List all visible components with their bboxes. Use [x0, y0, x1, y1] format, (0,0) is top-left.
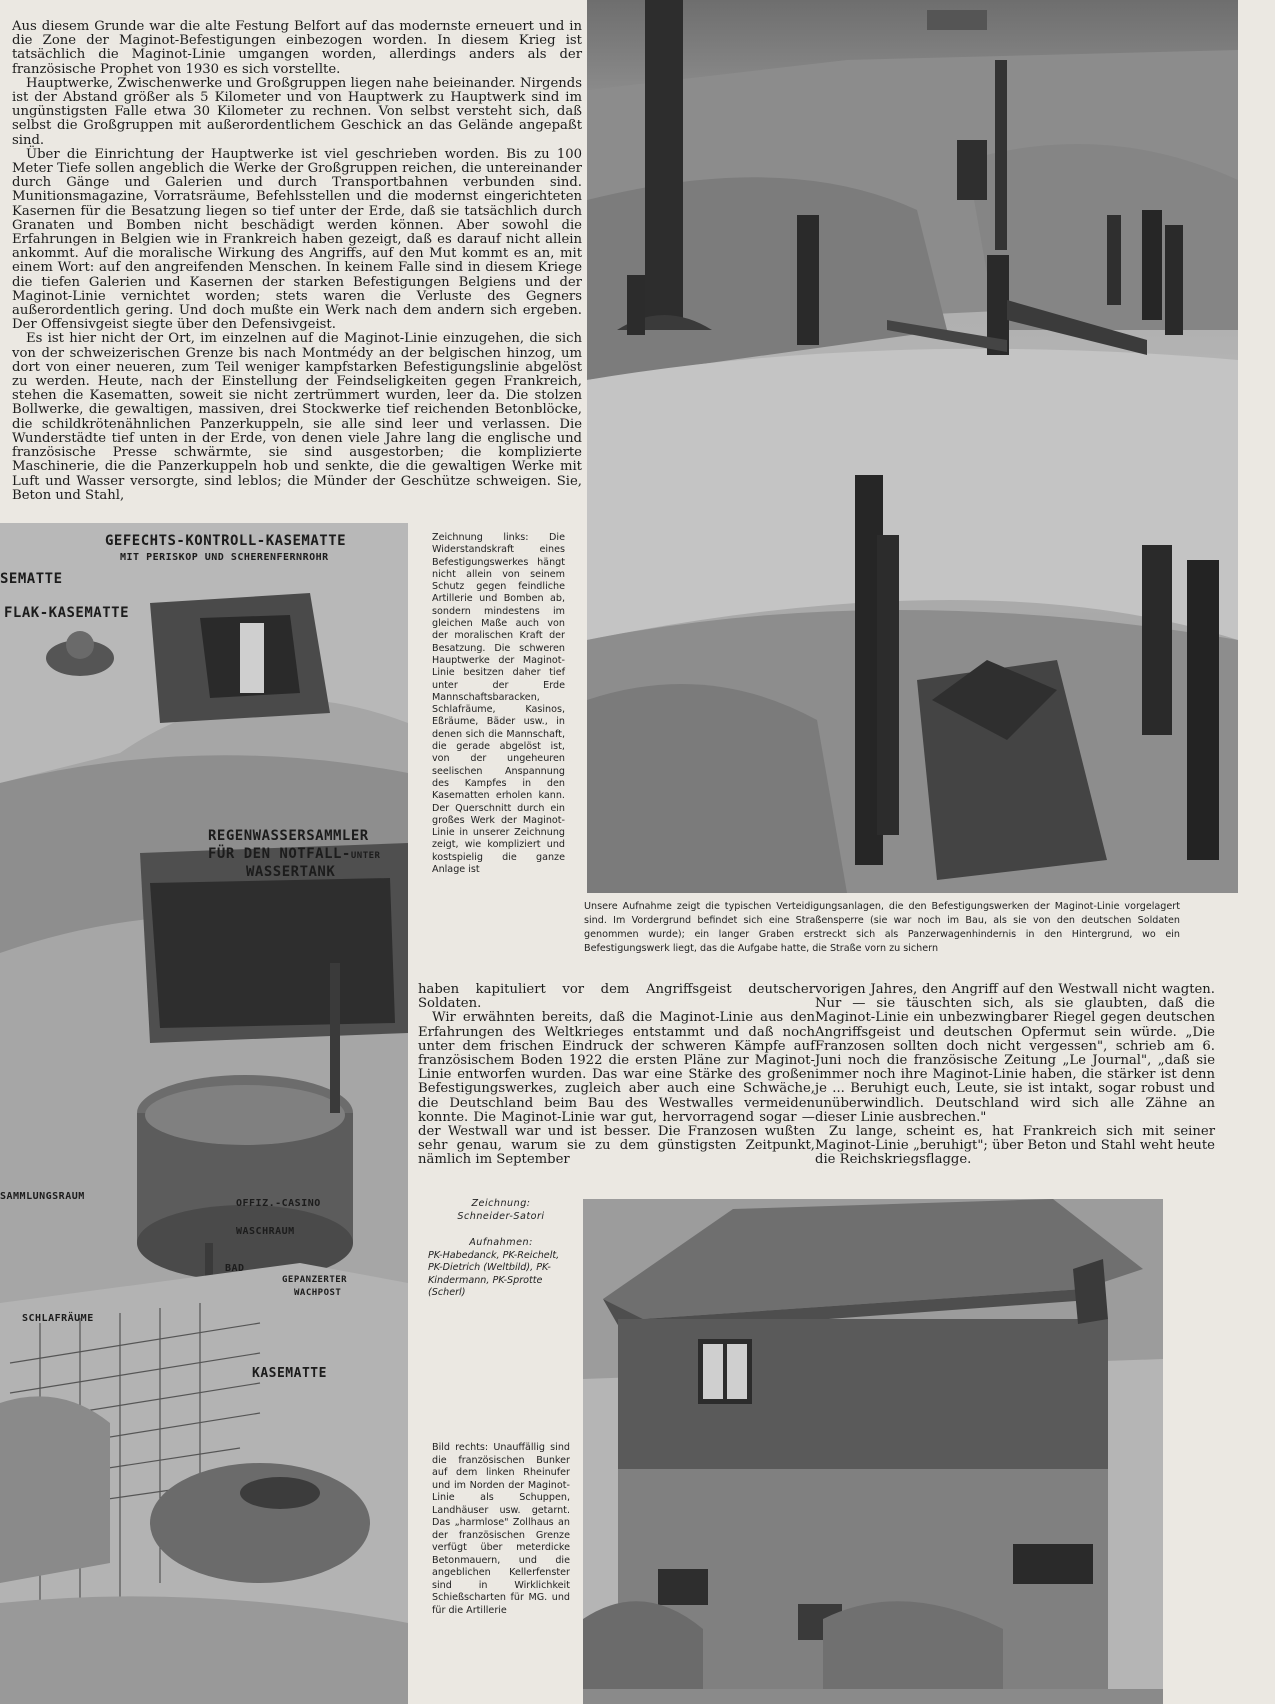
disguised-bunker-photo-image [583, 1199, 1163, 1704]
label-sleeping-rooms: SCHLAFRÄUME [22, 1313, 94, 1324]
continuation-text-left [418, 983, 815, 1168]
label-control-casemate: GEFECHTS-KONTROLL-KASEMATTE [105, 533, 347, 549]
intro-paragraph: Hauptwerke, Zwischenwerke und Großgruppen liegen nahe beieinander. Nirgends ist der Abstand größer als 5 Kilometer und von Hauptwerk zu Hauptwerk sind im ungünstigsten Falle etwa 30 Kilometer zu rechnen. Von selbst versteht sich, daß selbst die Großgruppen mit außerordentlichem Geschick an das Gelände angepaßt sind. [12, 75, 582, 148]
continuation-paragraph: haben kapituliert vor dem Angriffsgeist deutscher Soldaten. [418, 982, 815, 1012]
credit-drawing-name: Schneider-Satori [457, 1210, 545, 1222]
label-water-tank: WASSERTANK [246, 864, 336, 880]
bunker-photo-caption: Bild rechts: Unauffällig sind die französischen Bunker auf dem linken Rheinufer und im Norden der Maginot-Linie als Schuppen, Landhäuser usw. getarnt. Das „harmlose" Zollhaus an der französischen Grenze verfügt über meterdicke Betonmauern, und die angeblichen Kellerfenster sind in Wirklichkeit Schießscharten für MG. und für die Artillerie [432, 1442, 570, 1616]
label-rain-collector: REGENWASSERSAMMLER [208, 828, 369, 844]
road-block-photo [587, 0, 1238, 893]
intro-text-column [12, 20, 582, 503]
label-assembly-room: SAMMLUNGSRAUM [0, 1191, 85, 1202]
label-flak-casemate: FLAK-KASEMATTE [4, 605, 130, 621]
disguised-bunker-photo [583, 1199, 1163, 1704]
intro-paragraph: Es ist hier nicht der Ort, im einzelnen auf die Maginot-Linie einzugehen, die sich von der schweizerischen Grenze bis nach Montmédy an der belgischen hinzog, um dort von einer neueren, zum Teil weniger kampfstarken Befestigungslinie abgelöst zu werden. Heute, nach der Einstellung der Feindseligkeiten gegen Frankreich, stehen die Kasematten, soweit sie nicht zertrümmert wurden, leer da. Die stolzen Bollwerke, die gewaltigen, massiven, drei Stockwerke tief reichenden Betonblöcke, die schildkrötenähnlichen Panzerkuppeln, sie alle sind leer und verlassen. Die Wunderstädte tief unten in der Erde, von denen viele Jahre lang die englische und französische Presse schwärmte, sie sind ausgestorben; die komplizierte Maschinerie, die die Panzerkuppeln hob und senkte, die die gewaltigen Werke mit Luft und Wasser versorgte, sind leblos; die Münder der Geschütze schweigen. Sie, Beton und Stahl, [12, 331, 582, 503]
intro-paragraph: Aus diesem Grunde war die alte Festung Belfort auf das modernste erneuert und in die Zone der Maginot-Befestigungen einbezogen worden. In diesem Krieg ist tatsächlich die Maginot-Linie umgangen worden, allerdings anders als der französische Prophet von 1930 es sich vorstellte. [12, 19, 582, 77]
continuation-paragraph: Zu lange, scheint es, hat Frankreich sich mit seiner Maginot-Linie „beruhigt"; über Beton und Stahl weht heute die Reichskriegsflagge. [815, 1124, 1215, 1168]
road-block-photo-caption: Unsere Aufnahme zeigt die typischen Verteidigungsanlagen, die den Befestigungswerken der Maginot-Linie vorgelagert sind. Im Vordergrund befindet sich eine Straßensperre (sie war noch im Bau, als sie von den deutschen Soldaten genommen wurde); ein langer Graben erstreckt sich als Panzerwagenhindernis in den Hintergrund, wo ein Befestigungswerk liegt, das die Aufgabe hatte, die Straße vorn zu sichern [584, 901, 1180, 954]
continuation-paragraph: Wir erwähnten bereits, daß die Maginot-Linie aus den Erfahrungen des Weltkrieges entstammt und daß noch unter dem frischen Eindruck der schweren Kämpfe auf französischem Boden 1922 die ersten Pläne zur Maginot-Linie entworfen wurden. Das war eine Stärke des großen Befestigungswerkes, zugleich aber auch eine Schwäche, die Deutschland beim Bau des Westwalles vermeiden konnte. Die Maginot-Linie war gut, hervorragend sogar — der Westwall war und ist besser. Die Franzosen wußten sehr genau, warum sie zu dem günstigsten Zeitpunkt, nämlich im September [418, 1010, 815, 1168]
label-armored-post-2: WACHPOST [294, 1288, 342, 1298]
label-officer-casino: OFFIZ.-CASINO [236, 1198, 321, 1209]
label-casemate: KASEMATTE [252, 1366, 327, 1381]
fortification-cross-section-drawing [0, 523, 408, 1704]
label-rain-collector-2: FÜR DEN NOTFALL-UNTER [208, 846, 381, 862]
credit-photos-label: Aufnahmen: [469, 1237, 533, 1248]
image-credits [428, 1198, 574, 1300]
road-block-photo-image [587, 0, 1238, 893]
continuation-text-right [815, 983, 1215, 1168]
label-armored-post: GEPANZERTER [282, 1275, 348, 1285]
credit-photos-names: PK-Habedanck, PK-Reichelt, PK-Dietrich (Weltbild), PK-Kindermann, PK-Sprotte (Scherl) [428, 1249, 560, 1298]
label-control-casemate-sub: MIT PERISKOP UND SCHERENFERNROHR [120, 552, 329, 563]
credit-drawing-label: Zeichnung: [471, 1198, 531, 1209]
label-casemate-partial: SEMATTE [0, 571, 63, 587]
intro-paragraph: Über die Einrichtung der Hauptwerke ist viel geschrieben worden. Bis zu 100 Meter Tiefe sollen angeblich die Werke der Großgruppen reichen, die untereinander durch Gänge und Galerien und durch Transportbahnen verbunden sind. Munitionsmagazine, Vorratsräume, Befehlsstellen und die modernst eingerichteten Kasernen für die Besatzung liegen so tief unter der Erde, daß sie tatsächlich durch Granaten und Bomben nicht beschädigt werden können. Aber sowohl die Erfahrungen in Belgien wie in Frankreich haben gezeigt, daß es darauf nicht allein ankommt. Auf die moralische Wirkung des Angriffs, auf den Mut kommt es an, mit einem Wort: auf den angreifenden Menschen. In keinem Falle sind in diesem Kriege die tiefen Galerien und Kasernen der starken Befestigungen Belgiens und der Maginot-Linie vernichtet worden; stets waren die Verluste des Gegners außerordentlich gering. Und doch mußte ein Werk nach dem andern sich ergeben. Der Offensivgeist siegte über den Defensivgeist. [12, 146, 582, 333]
label-bath: BAD [225, 1263, 245, 1274]
cross-section-drawing-image [0, 523, 408, 1704]
drawing-caption: Zeichnung links: Die Widerstandskraft eines Befestigungswerkes hängt nicht allein von seinem Schutz gegen feindliche Artillerie und Bomben ab, sondern mindestens im gleichen Maße auch von der moralischen Kraft der Besatzung. Die schweren Hauptwerke der Maginot-Linie besitzen daher tief unter der Erde Mannschaftsbaracken, Schlafräume, Kasinos, Eßräume, Bäder usw., in denen sich die Mannschaft, die gerade abgelöst ist, von der ungeheuren seelischen Anspannung des Kampfes in den Kasematten erholen kann. Der Querschnitt durch ein großes Werk der Maginot-Linie in unserer Zeichnung zeigt, wie kompliziert und kostspielig die ganze Anlage ist [432, 532, 565, 876]
label-wash-room: WASCHRAUM [236, 1226, 295, 1237]
continuation-paragraph: vorigen Jahres, den Angriff auf den Westwall nicht wagten. Nur — sie täuschten sich, als sie glaubten, daß die Maginot-Linie ein unbezwingbarer Riegel gegen deutschen Angriffsgeist und deutschen Opfermut sein würde. „Die Franzosen sollten doch nicht vergessen", schrieb am 6. Juni noch die französische Zeitung „Le Journal", „daß sie immer noch ihre Maginot-Linie haben, die stärker ist denn je ... Beruhigt euch, Leute, sie ist intakt, sogar robust und unüberwindlich. Deutschland wird sich alle Zähne an dieser Linie ausbrechen." [815, 982, 1215, 1125]
